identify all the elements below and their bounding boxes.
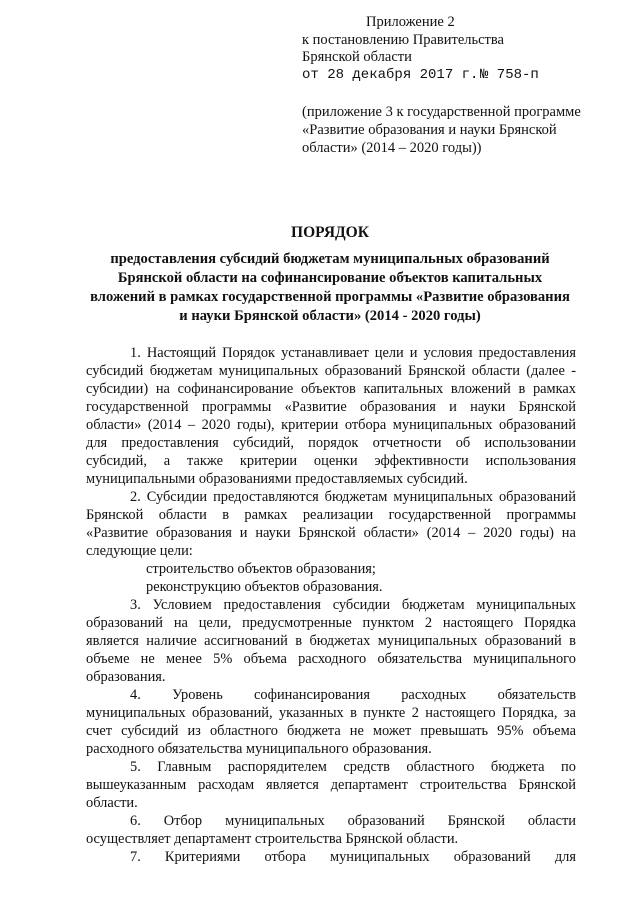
text-line: 6. Отбор муниципальных образований Брянской области	[130, 813, 576, 829]
text-line: 5. Главным распорядителем средств областного бюджета по	[130, 759, 576, 775]
text-line: 4. Уровень софинансирования расходных обязательств	[130, 687, 576, 703]
appendix-header	[302, 14, 602, 84]
text-line: муниципальными образованиями предоставляемых субсидий.	[86, 471, 468, 487]
decree-number: № 758-п	[480, 66, 539, 83]
document-subtitle	[60, 250, 600, 326]
header-line: к постановлению Правительства	[302, 31, 504, 48]
text-line: вышеуказанным расходам является департамент строительства Брянской	[86, 777, 576, 793]
header-line: Брянской области	[302, 49, 412, 65]
appendix-line: области» (2014 – 2020 годы))	[302, 140, 482, 156]
appendix-note	[302, 103, 602, 157]
subtitle-line: предоставления субсидий бюджетам муниципальных образований	[110, 251, 550, 267]
document-body	[86, 344, 576, 866]
header-line: Приложение 2	[366, 14, 455, 30]
text-line: государственной программы «Развитие образования и науки Брянской	[86, 399, 576, 415]
text-line: муниципальных образований, указанных в пункте 2 настоящего Порядка, за	[86, 705, 576, 721]
subtitle-line: Брянской области на софинансирование объектов капитальных	[117, 270, 543, 286]
subtitle-line: вложений в рамках государственной программы «Развитие образования	[90, 289, 570, 305]
list-item: строительство объектов образования;	[146, 561, 376, 577]
decree-date: от 28 декабря 2017 г.	[302, 66, 479, 83]
text-line: образований на цели, предусмотренные пунктом 2 настоящего Порядка	[86, 615, 576, 631]
text-line: образования.	[86, 669, 166, 685]
text-line: субсидий бюджетам муниципальных образований Брянской области (далее -	[86, 363, 576, 379]
text-line: следующие цели:	[86, 543, 193, 559]
text-line: счет субсидий из областного бюджета не может превышать 95% объема	[86, 723, 576, 739]
header-date-line	[302, 67, 602, 85]
text-line: области» (2014 – 2020 годы), критерии отбора муниципальных образований	[86, 417, 576, 433]
list-item: реконструкцию объектов образования.	[146, 579, 383, 595]
text-line: Брянской области в рамках реализации государственной программы	[86, 507, 576, 523]
text-line: 7. Критериями отбора муниципальных образований для	[130, 849, 576, 865]
document-title: ПОРЯДОК	[291, 224, 369, 241]
text-line: объеме не менее 5% объема расходного обязательства муниципального	[86, 651, 576, 667]
appendix-line: «Развитие образования и науки Брянской	[302, 122, 557, 138]
text-line: субсидии) на софинансирование объектов капитальных вложений в рамках	[86, 381, 576, 397]
text-line: расходного обязательства муниципального образования.	[86, 741, 432, 757]
text-line: области.	[86, 795, 138, 811]
text-line: для предоставления субсидий, порядок отчетности об использовании	[86, 435, 576, 451]
text-line: «Развитие образования и науки Брянской области» (2014 – 2020 годы) на	[86, 525, 576, 541]
text-line: 2. Субсидии предоставляются бюджетам муниципальных образований	[130, 489, 576, 505]
text-line: является наличие ассигнований в бюджетах муниципальных образований в	[86, 633, 576, 649]
text-line: субсидий, а также критерии оценки эффективности использования	[86, 453, 576, 469]
text-line: 1. Настоящий Порядок устанавливает цели и условия предоставления	[130, 345, 576, 361]
text-line: осуществляет департамент строительства Брянской области.	[86, 831, 459, 847]
appendix-line: (приложение 3 к государственной программе	[302, 104, 581, 120]
text-line: 3. Условием предоставления субсидии бюджетам муниципальных	[130, 597, 576, 613]
subtitle-line: и науки Брянской области» (2014 - 2020 годы)	[179, 308, 481, 324]
